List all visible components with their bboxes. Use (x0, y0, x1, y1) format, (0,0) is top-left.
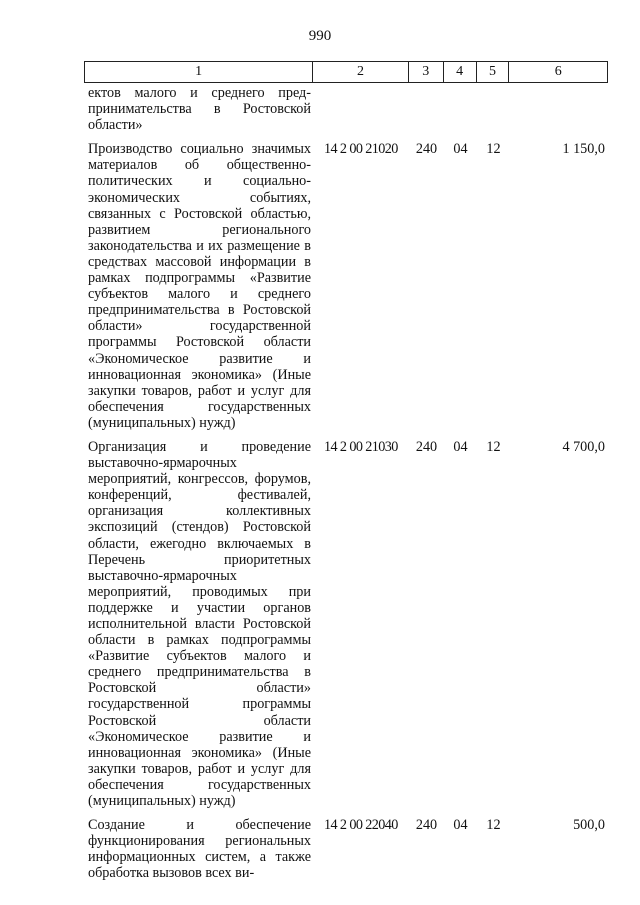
subsection (477, 85, 510, 133)
expense-type: 240 (415, 817, 438, 834)
section: 04 (453, 817, 468, 834)
row-description: Производство социально значимых материалов об общественно-политических и социально-экономических событиях, связанных с Ростовской областью, развитием регионального законодательства и их размещение в средствах массовой информации в рамках подпрограммы «Развитие субъектов малого и среднего предпринимательства в Ростовской области» государственной программы Ростовской области «Экономическое развитие и инновационная экономика» (Иные закупки товаров, работ и услуг для обеспечения государственных (муниципальных) нужд) (88, 141, 311, 431)
table-header-row (84, 61, 608, 83)
section: 04 (453, 438, 468, 455)
column-header-6: 6 (554, 64, 562, 79)
page-number: 990 (308, 28, 332, 44)
row-description: Создание и обеспечение функционирования региональных информационных систем, а также обработка вызовов всех ви- (88, 817, 311, 882)
column-header-3: 3 (409, 62, 444, 82)
expense-type (409, 85, 444, 133)
subsection: 12 (486, 141, 501, 158)
target-article-code: 14 2 00 21020 (324, 141, 398, 158)
column-header-4: 4 (444, 62, 477, 82)
column-header-2: 2 (313, 62, 409, 82)
section: 04 (453, 141, 468, 158)
amount (510, 85, 608, 133)
amount: 4 700,0 (562, 438, 605, 455)
amount: 1 150,0 (562, 141, 605, 158)
target-article-code (313, 85, 409, 133)
subsection: 12 (486, 817, 501, 834)
target-article-code: 14 2 00 21030 (324, 438, 398, 455)
table-row (84, 817, 608, 881)
table-row (84, 439, 608, 809)
budget-table (84, 61, 608, 882)
target-article-code: 14 2 00 22040 (324, 817, 398, 834)
column-header-1: 1 (85, 62, 313, 82)
amount: 500,0 (573, 817, 605, 834)
table-row (84, 141, 608, 431)
expense-type: 240 (415, 438, 438, 455)
section (444, 85, 477, 133)
row-description: ектов малого и среднего пред-принимательства в Ростовской области» (88, 85, 311, 134)
subsection: 12 (486, 438, 501, 455)
row-description: Организация и проведение выставочно-ярмарочных мероприятий, конгрессов, форумов, конференций, фестивалей, организация коллективных экспозиций (стендов) Ростовской области, ежегодно включаемых в Перечень приоритетных выставочно-ярмарочных мероприятий, проводимых при поддержке и участии органов исполнительной власти Ростовской области в рамках подпрограммы «Развитие субъектов малого и среднего предпринимательства в Ростовской области» государственной программы Ростовской области «Экономическое развитие и инновационная экономика» (Иные закупки товаров, работ и услуг для обеспечения государственных (муниципальных) нужд) (88, 438, 311, 810)
expense-type: 240 (415, 141, 438, 158)
table-row (84, 85, 608, 133)
column-header-5: 5 (477, 62, 510, 82)
